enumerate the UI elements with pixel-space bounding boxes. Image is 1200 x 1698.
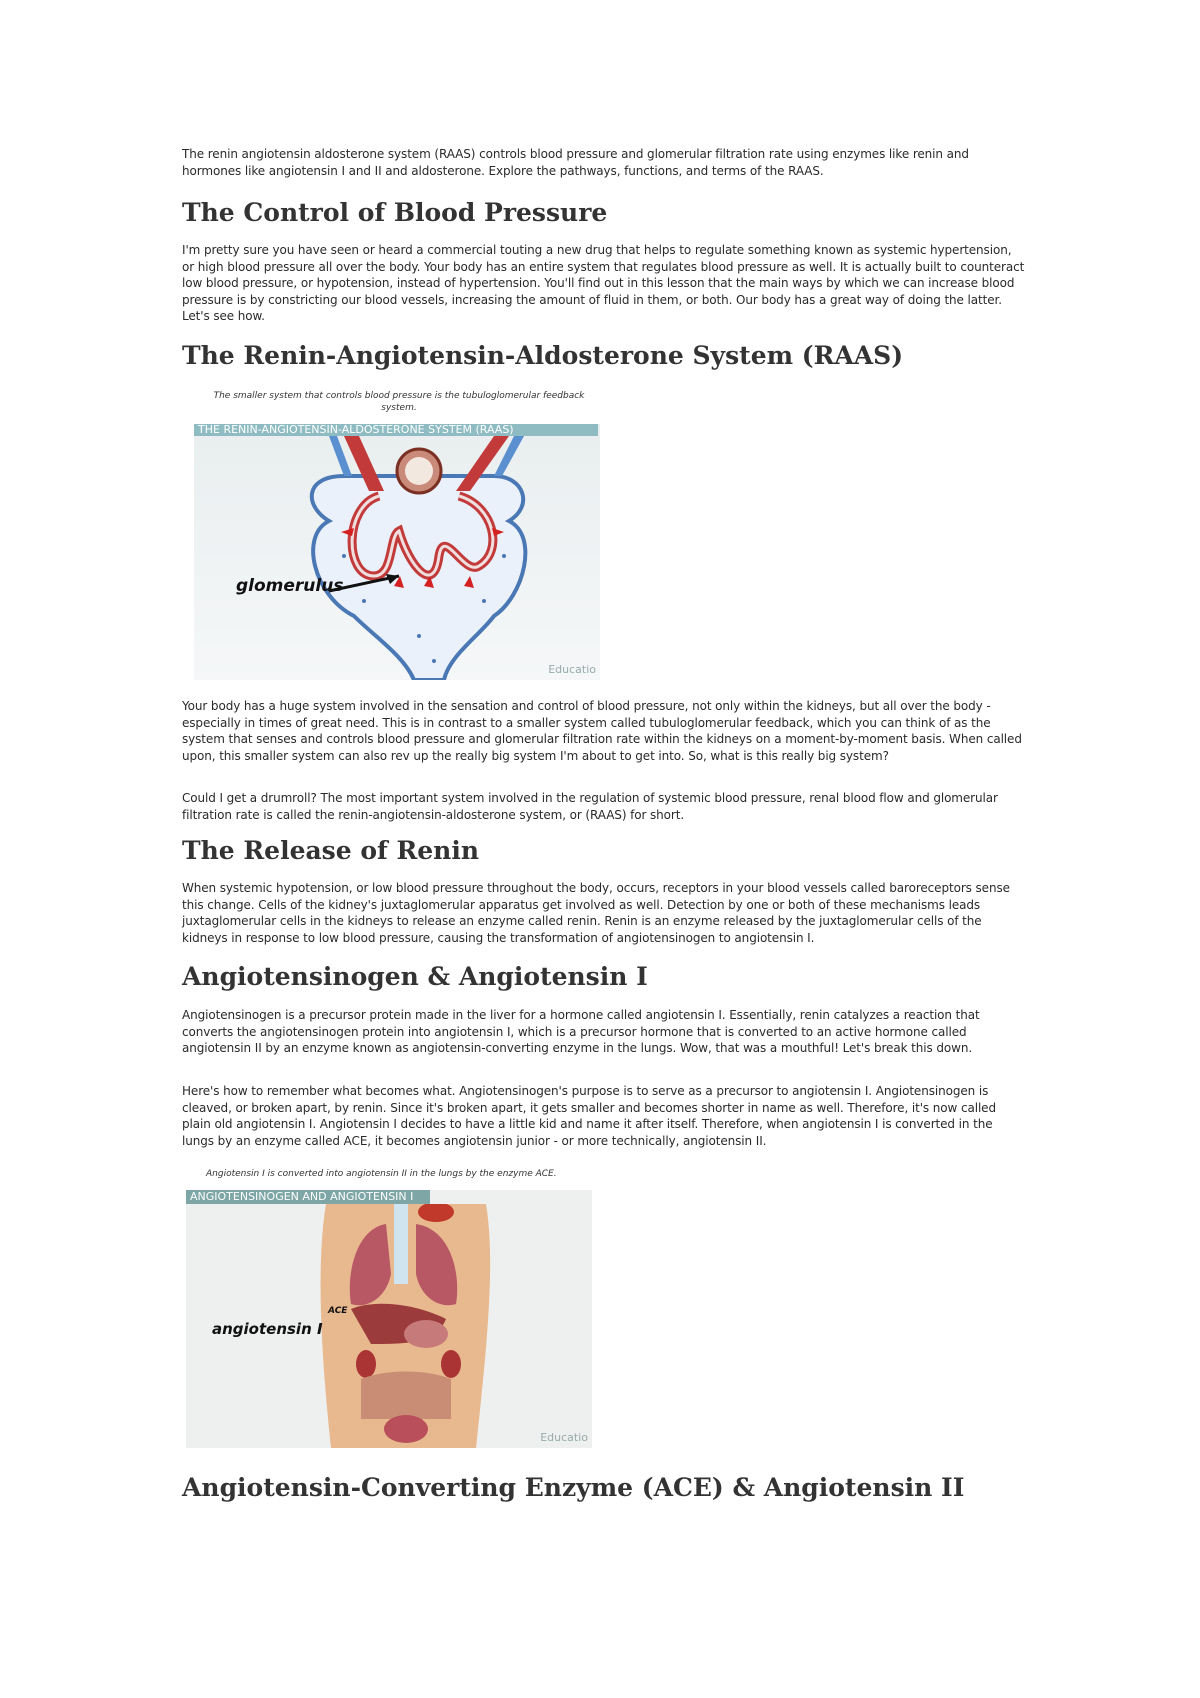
raas-paragraph-2: Could I get a drumroll? The most important system involved in the regulation of systemic blood pressure, renal blood flow and glomerular filtration rate is called the renin-angiotensin-aldosterone system, or (RAAS) for short.: [182, 791, 998, 822]
heading-release-of-renin: The Release of Renin: [182, 836, 480, 865]
figure-angiotensin: [186, 1168, 596, 1444]
figure-image: [194, 424, 600, 680]
education-logo: Educatio: [540, 1431, 588, 1444]
heading-angiotensinogen: Angiotensinogen & Angiotensin I: [182, 962, 648, 991]
figure-caption: Angiotensin I is converted into angiotensin II in the lungs by the enzyme ACE.: [206, 1169, 557, 1179]
heading-control-blood-pressure: The Control of Blood Pressure: [182, 198, 608, 227]
glomerulus-label: glomerulus: [236, 576, 344, 596]
glomerulus-illustration: [194, 436, 600, 680]
angiotensinogen-paragraph-1: Angiotensinogen is a precursor protein made in the liver for a hormone called angiotensin I. Essentially, renin catalyzes a reaction that converts the angiotensinogen protein into angiotensin I, which is a precursor hormone that is converted to an active hormone called angiotensin II by an enzyme known as angiotensin-converting enzyme in the lungs. Wow, that was a mouthful! Let's break this down.: [182, 1008, 980, 1055]
heading-ace: Angiotensin-Converting Enzyme (ACE) & Angiotensin II: [182, 1473, 965, 1502]
angiotensinogen-paragraph-2: Here's how to remember what becomes what. Angiotensinogen's purpose is to serve as a precursor to angiotensin I. Angiotensinogen is cleaved, or broken apart, by renin. Since it's broken apart, it gets smaller and becomes shorter in name as well. Therefore, it's now called plain old angiotensin I. Angiotensin I decides to have a little kid and name it after itself. Therefore, when angiotensin I is converted in the lungs by an enzyme called ACE, it becomes angiotensin junior - or more technically, angiotensin II.: [182, 1084, 996, 1148]
renin-paragraph: When systemic hypotension, or low blood pressure throughout the body, occurs, receptors in your blood vessels called baroreceptors sense this change. Cells of the kidney's juxtaglomerular apparatus get involved as well. Detection by one or both of these mechanisms leads juxtaglomerular cells in the kidneys to release an enzyme called renin. Renin is an enzyme released by the juxtaglomerular cells of the kidneys in response to low blood pressure, causing the transformation of angiotensinogen to angiotensin I.: [182, 881, 1010, 945]
raas-paragraph-1: Your body has a huge system involved in the sensation and control of blood pressure, not only within the kidneys, but all over the body - especially in times of great need. This is in contrast to a smaller system called tubuloglomerular feedback, which you can think of as the system that senses and controls blood pressure and glomerular filtration rate within the kidneys on a moment-by-moment basis. When called upon, this smaller system can also rev up the really big system I'm about to get into. So, what is this really big system?: [182, 699, 1022, 763]
heading-raas: The Renin-Angiotensin-Aldosterone System (RAAS): [182, 341, 904, 370]
figure-banner: THE RENIN-ANGIOTENSIN-ALDOSTERONE SYSTEM (RAAS): [194, 424, 598, 436]
education-logo: Educatio: [548, 663, 596, 676]
figure-image: [186, 1190, 592, 1448]
figure-caption: The smaller system that controls blood pressure is the tubuloglomerular feedback system.: [213, 391, 585, 413]
figure-banner: ANGIOTENSINOGEN AND ANGIOTENSIN I: [186, 1190, 430, 1204]
intro-paragraph: The renin angiotensin aldosterone system (RAAS) controls blood pressure and glomerular filtration rate using enzymes like renin and hormones like angiotensin I and II and aldosterone. Explore the pathways, functions, and terms of the RAAS.: [182, 147, 969, 178]
ace-label: ACE: [328, 1306, 348, 1316]
figure-glomerulus: [194, 390, 604, 680]
angiotensin-label: angiotensin I: [212, 1320, 323, 1338]
control-paragraph: I'm pretty sure you have seen or heard a commercial touting a new drug that helps to regulate something known as systemic hypertension, or high blood pressure all over the body. Your body has an entire system that regulates blood pressure as well. It is actually built to counteract low blood pressure, or hypotension, instead of hypertension. You'll find out in this lesson that the main ways by which we can increase blood pressure is by constricting our blood vessels, increasing the amount of fluid in them, or both. Our body has a great way of doing the latter. Let's see how.: [182, 243, 1025, 323]
